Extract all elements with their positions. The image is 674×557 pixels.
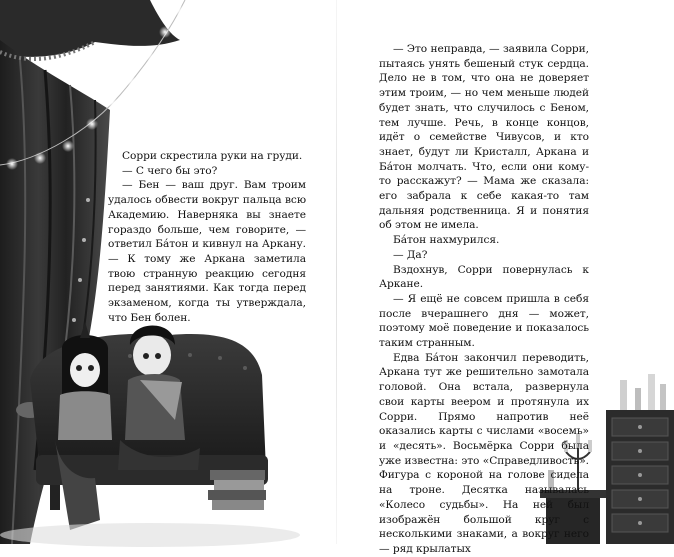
paragraph: Сорри скрестила руки на груди. [122,150,303,162]
paragraph: Едва Бáтон закончил переводить, Аркана тут же решительно замотала головой. Она встала, развернула свои карты веером и протянула их Сорри. Прямо напротив неё оказались карты с числами «восемь» и «десять». Восьмёрка Сорри была уже известна: это «Справедливость». Фигура с короной на голове сидела на троне. Десятка называлась «Колесо судьбы». На ней был изображён большой круг с несколькими знаками, а вокруг него — ряд крылатых [379,351,589,555]
paragraph: — Я ещё не совсем пришла в себя после вчерашнего дня — может, поэтому моё поведение и показалось таким странным. [379,292,589,350]
left-page-text [108,149,306,325]
paragraph: Вздохнув, Сорри повернулась к Аркане. [379,263,589,291]
right-page-text [379,42,589,557]
paragraph: Бáтон нахмурился. [393,234,500,247]
paragraph: — Это неправда, — заявила Сорри, пытаясь унять бешеный стук сердца. Дело не в том, что она не доверяет этим троим, — но чем меньше людей будет знать, что случилось с Беном, тем лучше. Речь, в конце концов, идёт о семействе Чивусов, и кто знает, будут ли Кристалл, Аркана и Бáтон молчать. Что, если они кому-то расскажут? — Мама же сказала: его забрала к себе какая-то там дальняя родственница. Я и понятия об этом не имела. [379,43,589,232]
gutter [336,0,337,544]
paragraph: — Бен — ваш друг. Вам троим удалось обвести вокруг пальца всю Академию. Наверняка вы знаете гораздо больше, чем говорите, — ответил Бáтон и кивнул на Аркану. — К тому же Аркана заметила твою странную реакцию сегодня перед занятиями. Как тогда перед экзаменом, когда ты утверждала, что Бен болен. [108,179,306,324]
paragraph: — Да? [393,248,428,261]
paragraph: — С чего бы это? [122,164,218,177]
